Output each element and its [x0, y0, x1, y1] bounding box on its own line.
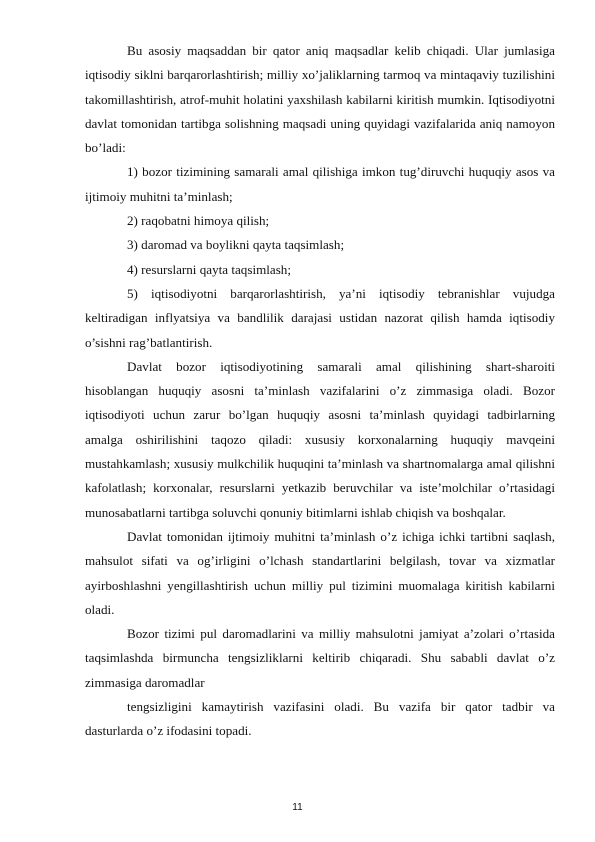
list-item-3: 3) daromad va boylikni qayta taqsimlash; [127, 237, 345, 253]
list-item-5: 5) iqtisodiyotni barqarorlashtirish, ya’ni iqtisodiy tebranishlar vujudga keltiradigan inflyatsiya va bandlilik darajasi ustidan nazorat qilish hamda iqtisodiy o’sishni rag’batlantirish. [85, 285, 555, 350]
paragraph-social-environment: Davlat tomonidan ijtimoiy muhitni ta’minlash o’z ichiga ichki tartibni saqlash, mahsulot sifati va og’irligini o’lchash standartlarini belgilash, tovar va xizmatlar ayirboshlashni yengillashtirish uchun milliy pul tizimini muomalaga kiritish kabilarni oladi. [85, 528, 555, 617]
paragraph-goals: Bu asosiy maqsaddan bir qator aniq maqsadlar kelib chiqadi. Ular jumlasiga iqtisodiy siklni barqarorlashtirish; milliy xo’jaliklarning tarmoq va mintaqaviy tuzilishini takomillashtirish, atrof-muhit holatini yaxshilash kabilarni kiritish mumkin. Iqtisodiyotni davlat tomonidan tartibga solishning maqsadi uning quyidagi vazifalarida aniq namoyon bo’ladi: [85, 43, 555, 156]
list-item-2: 2) raqobatni himoya qilish; [127, 213, 270, 229]
page-number: 11 [292, 802, 303, 813]
paragraph-income-distribution: Bozor tizimi pul daromadlarini va milliy mahsulotni jamiyat a’zolari o’rtasida taqsimlashda birmuncha tengsizliklarni keltirib chiqaradi. Shu sababli davlat o’z zimmasiga daromadlar [85, 626, 555, 690]
list-item-4: 4) resurslarni qayta taqsimlash; [127, 261, 291, 277]
paragraph-inequality-reduction: tengsizligini kamaytirish vazifasini oladi. Bu vazifa bir qator tadbir va dasturlarda o’z ifodasini topadi. [85, 699, 555, 739]
paragraph-legal-basis: Davlat bozor iqtisodiyotining samarali amal qilishining shart-sharoiti hisoblangan huquqiy asosni ta’minlash vazifalarini o’z zimmasiga oladi. Bozor iqtisodiyoti uchun zarur bo’lgan huquqiy asosni ta’minlash quyidagi tadbirlarning amalga oshirilishini taqozo qiladi: xususiy korxonalarning huquqiy mavqeini mustahkamlash; xususiy mulkchilik huquqini ta’minlash va shartnomalarga amal qilishni kafolatlash; korxonalar, resurslarni yetkazib beruvchilar va iste’molchilar o’rtasidagi munosabatlarni tartibga soluvchi qonuniy bitimlarni ishlab chiqish va boshqalar. [85, 358, 555, 520]
body-text [85, 39, 555, 744]
list-item-1: 1) bozor tizimining samarali amal qilishiga imkon tug’diruvchi huquqiy asos va ijtimoiy muhitni ta’minlash; [85, 164, 555, 204]
